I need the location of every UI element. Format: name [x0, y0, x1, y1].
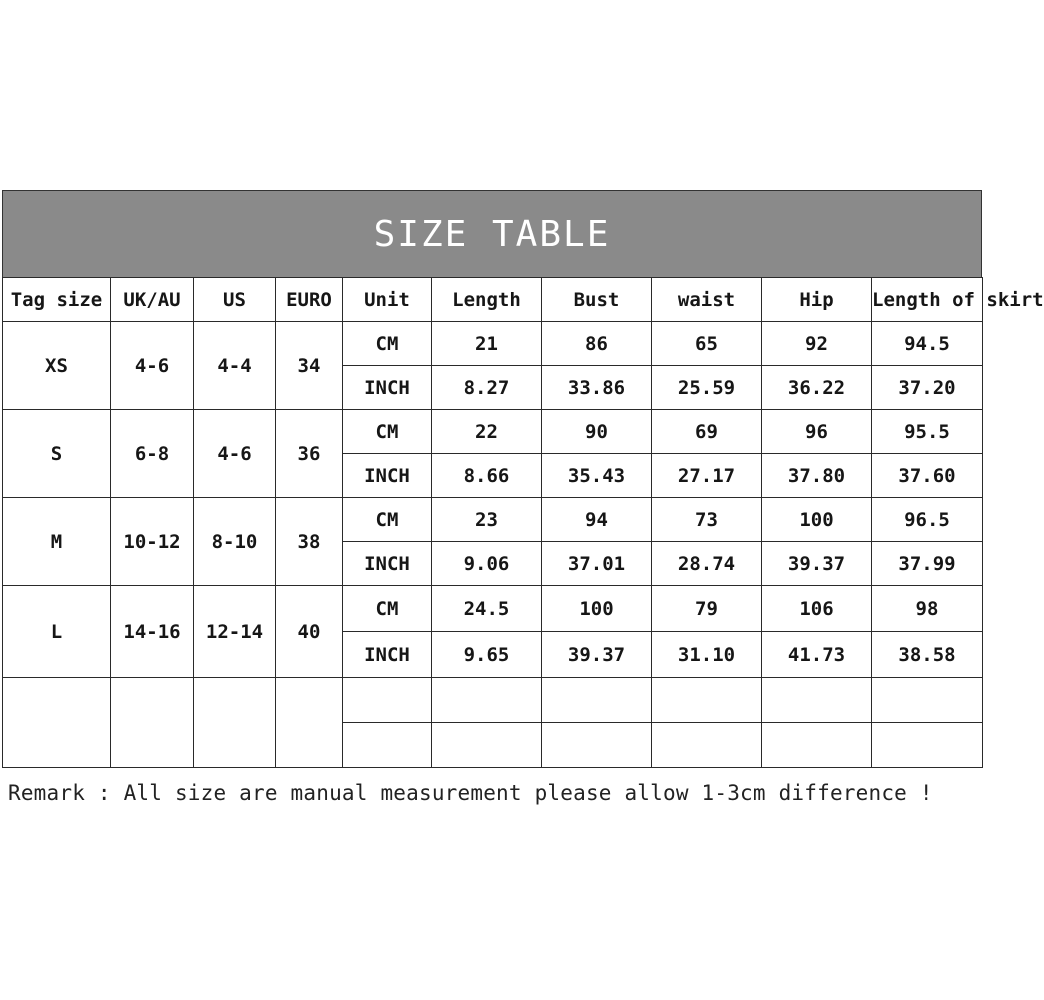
- header-us: US: [194, 278, 276, 322]
- table-row: [3, 498, 983, 542]
- unit-cell: INCH: [343, 366, 432, 410]
- euro-cell: 38: [276, 498, 343, 586]
- header-tag-size: Tag size: [3, 278, 111, 322]
- header-unit: Unit: [343, 278, 432, 322]
- empty-cell: [111, 678, 194, 768]
- tag-size-cell: XS: [3, 322, 111, 410]
- uk-au-cell: 14-16: [111, 586, 194, 678]
- bust-cell: 94: [542, 498, 652, 542]
- us-cell: 4-4: [194, 322, 276, 410]
- skirt-length-cell: 95.5: [872, 410, 983, 454]
- hip-cell: 106: [762, 586, 872, 632]
- euro-cell: 34: [276, 322, 343, 410]
- us-cell: 8-10: [194, 498, 276, 586]
- skirt-length-cell: 94.5: [872, 322, 983, 366]
- empty-cell: [343, 678, 432, 723]
- header-hip: Hip: [762, 278, 872, 322]
- empty-cell: [3, 678, 111, 768]
- empty-cell: [194, 678, 276, 768]
- euro-cell: 40: [276, 586, 343, 678]
- skirt-length-cell: 37.99: [872, 542, 983, 586]
- header-euro: EURO: [276, 278, 343, 322]
- hip-cell: 100: [762, 498, 872, 542]
- waist-cell: 79: [652, 586, 762, 632]
- waist-cell: 31.10: [652, 632, 762, 678]
- length-cell: 22: [432, 410, 542, 454]
- hip-cell: 37.80: [762, 454, 872, 498]
- empty-cell: [872, 678, 983, 723]
- hip-cell: 36.22: [762, 366, 872, 410]
- empty-cell: [872, 723, 983, 768]
- skirt-length-cell: 98: [872, 586, 983, 632]
- bust-cell: 100: [542, 586, 652, 632]
- us-cell: 4-6: [194, 410, 276, 498]
- hip-cell: 92: [762, 322, 872, 366]
- empty-cell: [432, 678, 542, 723]
- header-bust: Bust: [542, 278, 652, 322]
- tag-size-cell: S: [3, 410, 111, 498]
- table-title: SIZE TABLE: [373, 213, 611, 255]
- waist-cell: 28.74: [652, 542, 762, 586]
- hip-cell: 41.73: [762, 632, 872, 678]
- header-length-of-skirt: Length of skirt: [872, 278, 983, 322]
- skirt-length-cell: 38.58: [872, 632, 983, 678]
- waist-cell: 65: [652, 322, 762, 366]
- bust-cell: 39.37: [542, 632, 652, 678]
- waist-cell: 73: [652, 498, 762, 542]
- hip-cell: 96: [762, 410, 872, 454]
- unit-cell: INCH: [343, 454, 432, 498]
- empty-cell: [276, 678, 343, 768]
- skirt-length-cell: 37.60: [872, 454, 983, 498]
- euro-cell: 36: [276, 410, 343, 498]
- size-chart: [2, 190, 1044, 768]
- title-bar: [2, 190, 982, 277]
- unit-cell: CM: [343, 322, 432, 366]
- length-cell: 9.65: [432, 632, 542, 678]
- bust-cell: 35.43: [542, 454, 652, 498]
- unit-cell: CM: [343, 410, 432, 454]
- bust-cell: 90: [542, 410, 652, 454]
- waist-cell: 69: [652, 410, 762, 454]
- empty-cell: [542, 723, 652, 768]
- remark-note: Remark : All size are manual measurement please allow 1-3cm difference !: [8, 781, 933, 805]
- uk-au-cell: 4-6: [111, 322, 194, 410]
- unit-cell: INCH: [343, 632, 432, 678]
- empty-cell: [652, 678, 762, 723]
- bust-cell: 37.01: [542, 542, 652, 586]
- skirt-length-cell: 37.20: [872, 366, 983, 410]
- hip-cell: 39.37: [762, 542, 872, 586]
- empty-cell: [343, 723, 432, 768]
- unit-cell: CM: [343, 498, 432, 542]
- empty-cell: [542, 678, 652, 723]
- size-table: [2, 277, 1044, 768]
- unit-cell: INCH: [343, 542, 432, 586]
- bust-cell: 33.86: [542, 366, 652, 410]
- length-cell: 21: [432, 322, 542, 366]
- empty-cell: [652, 723, 762, 768]
- empty-cell: [432, 723, 542, 768]
- skirt-length-cell: 96.5: [872, 498, 983, 542]
- table-row: [3, 322, 983, 366]
- table-row: [3, 586, 983, 632]
- tag-size-cell: M: [3, 498, 111, 586]
- waist-cell: 25.59: [652, 366, 762, 410]
- length-cell: 24.5: [432, 586, 542, 632]
- uk-au-cell: 6-8: [111, 410, 194, 498]
- bust-cell: 86: [542, 322, 652, 366]
- header-waist: waist: [652, 278, 762, 322]
- header-uk-au: UK/AU: [111, 278, 194, 322]
- header-length: Length: [432, 278, 542, 322]
- empty-cell: [762, 678, 872, 723]
- table-row: [3, 410, 983, 454]
- tag-size-cell: L: [3, 586, 111, 678]
- length-cell: 9.06: [432, 542, 542, 586]
- empty-row: [3, 678, 983, 723]
- header-row: [3, 278, 983, 322]
- unit-cell: CM: [343, 586, 432, 632]
- length-cell: 23: [432, 498, 542, 542]
- uk-au-cell: 10-12: [111, 498, 194, 586]
- length-cell: 8.66: [432, 454, 542, 498]
- empty-cell: [762, 723, 872, 768]
- waist-cell: 27.17: [652, 454, 762, 498]
- us-cell: 12-14: [194, 586, 276, 678]
- length-cell: 8.27: [432, 366, 542, 410]
